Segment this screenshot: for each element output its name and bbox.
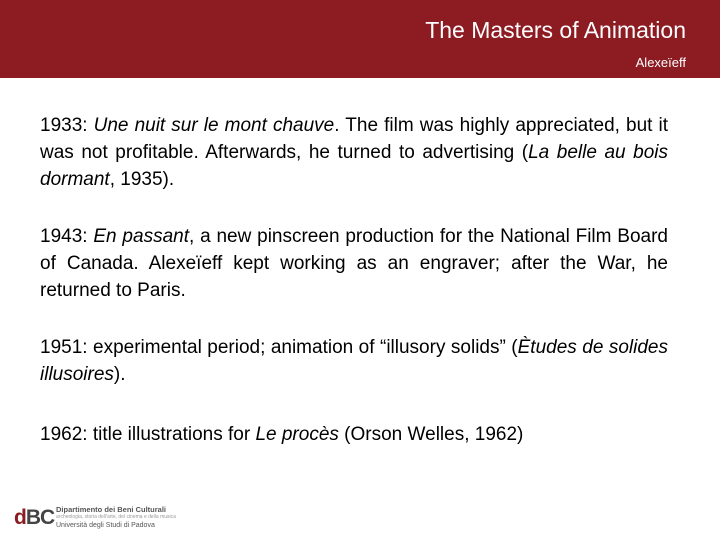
title-bar bbox=[0, 0, 720, 78]
dbc-logo-mark: dBC bbox=[14, 506, 55, 529]
paragraph-1962 bbox=[40, 421, 668, 448]
paragraph-text: 1943: bbox=[40, 226, 94, 247]
department-name: Dipartimento dei Beni Culturali bbox=[56, 505, 167, 514]
department-logo bbox=[14, 502, 174, 530]
slide-body bbox=[40, 112, 668, 478]
film-title: Une nuit sur le mont chauve bbox=[93, 115, 335, 136]
film-title: Le procès bbox=[255, 424, 339, 445]
film-title: En passant bbox=[93, 226, 189, 247]
paragraph-1943 bbox=[40, 223, 668, 304]
paragraph-text: 1933: bbox=[40, 115, 94, 136]
paragraph-1933 bbox=[40, 112, 668, 193]
paragraph-text: , a new pinscreen production for the National Film Board of Canada. Alexeïeff kept working as an engraver; after the War, he returned to Paris. bbox=[40, 226, 668, 301]
paragraph-text: 1962: title illustrations for bbox=[40, 424, 256, 445]
film-title: La belle au bois dormant bbox=[40, 142, 668, 190]
department-tagline: archeologia, storia dell'arte, del cinema e della musica bbox=[56, 514, 176, 520]
paragraph-text: ). bbox=[113, 364, 126, 385]
paragraph-1951 bbox=[40, 334, 668, 388]
paragraph-text: , 1935). bbox=[109, 169, 175, 190]
paragraph-text: . The film was highly appreciated, but it was not profitable. Afterwards, he turned to advertising ( bbox=[40, 115, 669, 163]
university-name: Università degli Studi di Padova bbox=[56, 522, 155, 529]
slide-subtitle: Alexeïeff bbox=[635, 55, 686, 70]
logo-text bbox=[56, 505, 174, 530]
paragraph-text: 1951: experimental period; animation of “illusory solids” ( bbox=[40, 337, 518, 358]
film-title: Ètudes de solides illusoires bbox=[40, 337, 668, 385]
paragraph-text: (Orson Welles, 1962) bbox=[338, 424, 524, 445]
slide-title: The Masters of Animation bbox=[425, 17, 686, 43]
